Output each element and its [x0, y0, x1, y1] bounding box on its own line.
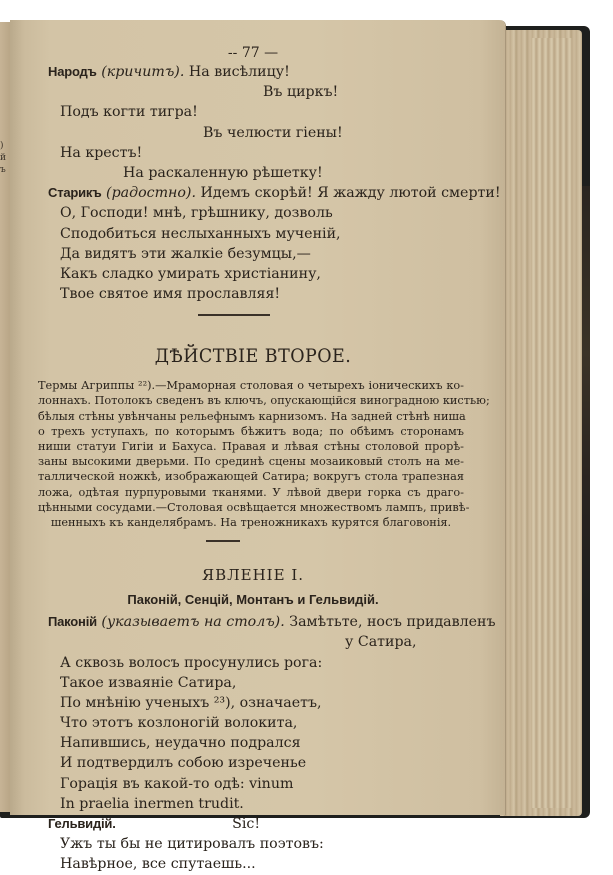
stage-direction-line: таллической ножкѣ, изображающей Сатира; вокругъ стола трапезная: [38, 470, 464, 484]
verse-line: Въ челюсти гіены!: [203, 124, 343, 141]
stage-direction-line: лоннахъ. Потолокъ сведенъ въ ключъ, опускающійся виноградною кистью;: [38, 394, 490, 408]
verse-line: Подъ когти тигра!: [60, 104, 198, 121]
dialogue-line: [48, 62, 458, 82]
verse-line: О, Господи! мнѣ, грѣшнику, дозволь: [60, 205, 333, 222]
stage-direction-line: заны высокими дверьми. По срединѣ сцены мозаиковый столъ на ме-: [38, 455, 464, 469]
act-title: ДѢЙСТВІЕ ВТОРОЕ.: [154, 345, 352, 368]
verse-line: А сквозь волосъ просунулись рога:: [60, 654, 323, 671]
verse-line: И подтвердилъ собою изреченье: [60, 755, 307, 772]
verse-line: Сподобиться неслыханныхъ мученій,: [60, 225, 341, 242]
verse-line: Горація въ какой-то одѣ: vinum: [60, 775, 294, 792]
fragment: ): [0, 141, 4, 151]
verse-line: Что этотъ козлоногій волокита,: [60, 715, 298, 732]
stage-direction-line: бѣлыя стѣны увѣнчаны рельефнымъ карнизомъ. На задней стѣнѣ ниша: [38, 409, 466, 423]
verse-line: Въ циркъ!: [263, 84, 339, 101]
verse-line: Навѣрное, все спутаешь...: [60, 856, 256, 873]
speaker: Паконій: [48, 614, 97, 630]
verse-line: Напившись, неудачно подрался: [60, 735, 301, 752]
stage-note: (радостно).: [106, 185, 196, 202]
page-number: -- 77 —: [227, 45, 279, 61]
stage-direction-line: шенныхъ къ канделябрамъ. На треножникахъ курятся благовонія.: [50, 515, 452, 529]
verse: На висѣлицу!: [188, 64, 290, 80]
verse-line: Твое святое имя прославляя!: [60, 286, 281, 303]
verse: Идемъ скорѣй! Я жажду лютой смерти!: [200, 185, 501, 202]
page-edges: [500, 30, 582, 816]
stage-direction-line: Термы Агриппы ²²).—Мраморная столовая о четырехъ іоническихъ ко-: [38, 379, 464, 393]
page-edges-inner: [532, 38, 572, 808]
verse-line: Ужъ ты бы не цитировалъ поэтовъ:: [60, 836, 324, 853]
fragment: й: [0, 153, 6, 163]
stage-direction-line: ниши статуи Гигіи и Бахуса. Правая и лѣвая стѣны столовой прорѣ-: [38, 440, 464, 453]
stage-direction: [38, 378, 490, 530]
speaker: Старикъ: [48, 185, 102, 201]
verse-line: Какъ сладко умирать христіанину,: [60, 265, 321, 282]
verse-line: На раскаленную рѣшетку!: [123, 164, 323, 181]
stage-note: (кричитъ).: [101, 64, 185, 80]
verse: Замѣтьте, носъ придавленъ: [289, 614, 496, 631]
verse-line: Да видятъ эти жалкіе безумцы,—: [60, 245, 311, 262]
stage-direction-line: ложа, одѣтая пурпуровыми тканями. У лѣвой двери горка съ драго-: [38, 485, 464, 499]
verse-line: По мнѣнію ученыхъ ²³), означаетъ,: [60, 694, 322, 711]
verse-line: у Сатира,: [345, 634, 417, 651]
section-divider: [206, 540, 240, 542]
scene-title: ЯВЛЕНІЕ I.: [201, 566, 305, 585]
section-divider: [198, 314, 270, 316]
stage-note: (указываетъ на столъ).: [101, 614, 285, 631]
speaker: Народъ: [48, 64, 97, 79]
book-page: [10, 20, 505, 873]
page-content: [38, 44, 501, 875]
stage-direction-line: цѣнными сосудами.—Столовая освѣщается множествомъ лампъ, привѣ-: [38, 500, 470, 514]
dialogue-line: [48, 814, 458, 834]
fragment: ъ: [0, 165, 6, 175]
verse-line: In praelia inermen trudit.: [60, 795, 244, 812]
verse-line: На крестъ!: [60, 144, 143, 161]
speaker: Гельвидій.: [48, 816, 116, 831]
dialogue-line: [48, 183, 501, 203]
stage-direction-line: о трехъ уступахъ, по которымъ бѣжитъ вода; по обѣимъ сторонамъ: [38, 424, 464, 438]
left-page-fragments: [0, 140, 10, 176]
verse-line: Такое изваяніе Сатира,: [60, 674, 237, 691]
dramatis-personae: Паконій, Сенцій, Монтанъ и Гельвидій.: [127, 592, 379, 608]
verse: Sic!: [232, 816, 261, 832]
dialogue-line: [48, 612, 496, 632]
